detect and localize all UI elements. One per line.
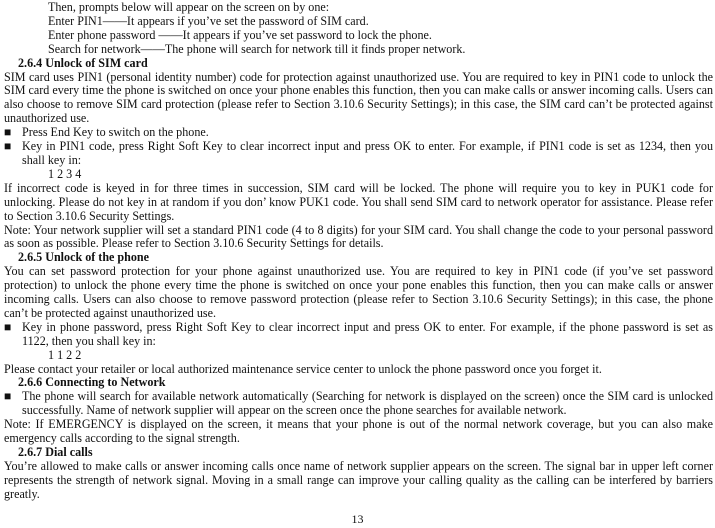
bullet-square-icon: ■	[4, 139, 12, 154]
bullet-item	[4, 321, 713, 349]
bullet-square-icon: ■	[4, 389, 12, 404]
section-heading-phone-unlock: 2.6.5 Unlock of the phone	[18, 250, 150, 265]
page-number: 13	[351, 512, 364, 526]
bullet-item	[4, 140, 713, 168]
paragraph: If incorrect code is keyed in for three times in succession, SIM card will be locked. The phone will require you to key in PUK1 code for unlocking. Please do not key in at random if you don’ know PUK1 code. You shall send SIM card to network operator for assistance. Please refer to Section 3.10.6 Security Settings.	[4, 180, 713, 223]
bullet-text: Key in PIN1 code, press Right Soft Key to clear incorrect input and press OK to enter. For example, if PIN1 code is set as 1234, then you shall key in:	[22, 139, 713, 167]
bullet-item	[4, 390, 713, 418]
note: Note: If EMERGENCY is displayed on the screen, it means that your phone is out of the normal network coverage, but you can also make emergency calls according to the signal strength.	[4, 417, 713, 446]
key-sequence: 1 2 3 4	[48, 166, 82, 181]
section-heading-dial-calls: 2.6.7 Dial calls	[18, 445, 93, 459]
paragraph: Please contact your retailer or local authorized maintenance service center to unlock the phone password once you forget it.	[4, 361, 602, 376]
intro-line: Then, prompts below will appear on the screen on by one:	[48, 0, 330, 14]
key-sequence: 1 1 2 2	[48, 347, 82, 362]
bullet-text: Press End Key to switch on the phone.	[22, 125, 209, 140]
bullet-text: The phone will search for available network automatically (Searching for network is displayed on the screen) once the SIM card is unlocked successfully. Name of network supplier will appear on the screen once the phone searches for available network.	[22, 389, 713, 418]
paragraph: SIM card uses PIN1 (personal identity number) code for protection against unauthorized use. You are required to key in PIN1 code to unlock the SIM card every time the phone is switched on once your phone enables this function, then you can make calls or answer incoming calls. Users can also choose to remove SIM card protection (please refer to Section 3.10.6 Security Settings); in this case, the SIM card can’t be protected against unauthorized use.	[4, 69, 713, 126]
paragraph: You’re allowed to make calls or answer incoming calls once name of network supplier appears on the screen. The signal bar in upper left corner represents the strength of network signal. Moving in a small range can improve your calling quality as the calling can be interfered by barriers greatly.	[4, 458, 713, 501]
intro-line: Enter phone password ——It appears if you’ve set password to lock the phone.	[48, 27, 432, 42]
bullet-square-icon: ■	[4, 319, 12, 334]
page-content	[4, 1, 713, 502]
section-heading-network: 2.6.6 Connecting to Network	[18, 375, 166, 390]
paragraph: You can set password protection for your phone against unauthorized use. You are required to key in PIN1 code (if you’ve set password protection) to unlock the phone every time the phone is switched on once your pone enables this function, then you can make calls or answer incoming calls. Users can also choose to remove password protection (please refer to Section 3.10.6 Security Settings); in this case, the phone can’t be protected against unauthorized use.	[4, 264, 713, 320]
bullet-square-icon: ■	[4, 125, 12, 140]
section-heading-sim-unlock: 2.6.4 Unlock of SIM card	[18, 55, 148, 70]
bullet-item	[4, 126, 713, 140]
note: Note: Your network supplier will set a standard PIN1 code (4 to 8 digits) for your SIM card. You shall change the code to your personal password as soon as possible. Please refer to Section 3.10.6 Security Settings for details.	[4, 222, 713, 251]
intro-line: Search for network——The phone will search for network till it finds proper network.	[48, 41, 466, 56]
bullet-text: Key in phone password, press Right Soft Key to clear incorrect input and press OK to enter. For example, if the phone password is set as 1122, then you shall key in:	[22, 319, 713, 348]
intro-line: Enter PIN1——It appears if you’ve set the password of SIM card.	[48, 13, 369, 28]
